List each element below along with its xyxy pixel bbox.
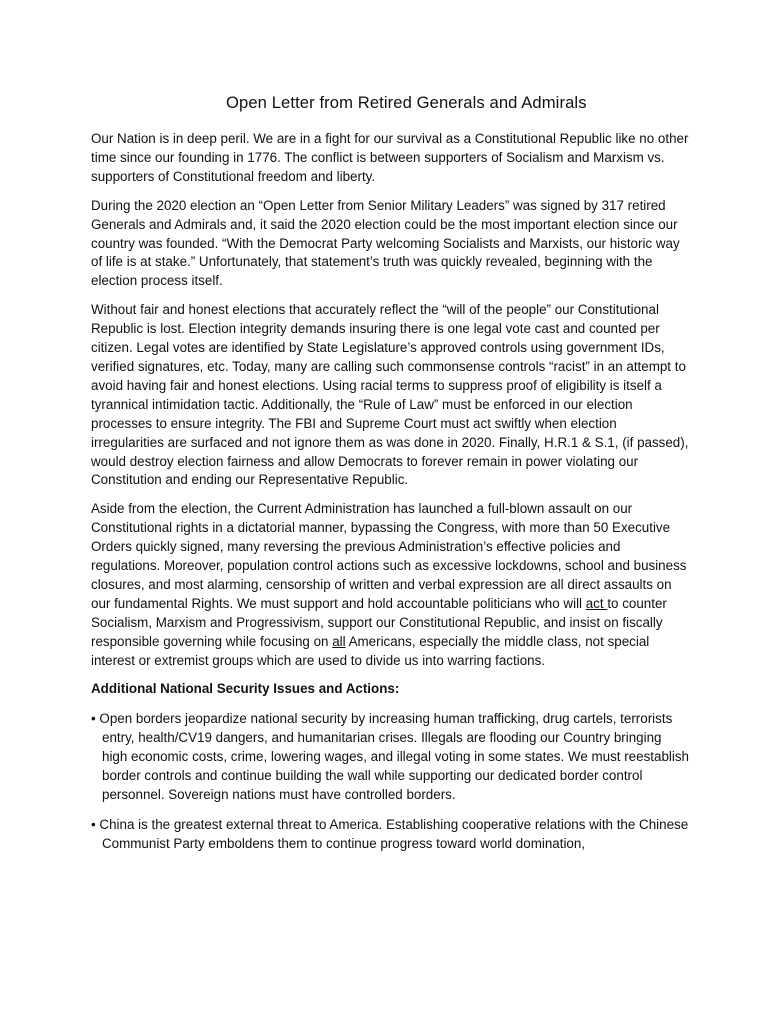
paragraph-4	[91, 500, 690, 670]
underlined-act: act	[585, 595, 608, 611]
paragraph-1: Our Nation is in deep peril. We are in a fight for our survival as a Constitutional Republic like no other time since our founding in 1776. The conflict is between supporters of Socialism and Marxism vs. supporters of Constitutional freedom and liberty.	[91, 131, 689, 184]
paragraph-2: During the 2020 election an “Open Letter from Senior Military Leaders” was signed by 317 retired Generals and Admirals and, it said the 2020 election could be the most important election since our country was founded. “With the Democrat Party welcoming Socialists and Marxists, our historic way of life is at stake.” Unfortunately, that statement’s truth was quickly revealed, beginning with the election process itself.	[91, 197, 680, 289]
underlined-all: all	[332, 633, 346, 649]
section-heading: Additional National Security Issues and Actions:	[91, 681, 400, 697]
paragraph-4-part-1: Aside from the election, the Current Administration has launched a full-blown assault on our Constitutional rights in a dictatorial manner, bypassing the Congress, with more than 50 Executive Orders quickly signed, many reversing the previous Administration’s effective policies and regulations. Moreover, population control actions such as excessive lockdowns, school and business closures, and most alarming, censorship of written and verbal expression are all direct assaults on our fundamental Rights. We must support and hold accountable politicians who will	[91, 501, 687, 611]
paragraph-4-part-3: Americans, especially the middle class, not special interest or extremist groups which are used to divide us into warring factions.	[91, 633, 650, 668]
letter-title: Open Letter from Retired Generals and Admirals	[226, 93, 587, 112]
bullet-borders: • Open borders jeopardize national security by increasing human trafficking, drug cartels, terrorists entry, health/CV19 dangers, and humanitarian crises. Illegals are flooding our Country bringing high economic costs, crime, lowering wages, and illegal voting in some states. We must reestablish border controls and continue building the wall while supporting our dedicated border control personnel. Sovereign nations must have controlled borders.	[91, 711, 689, 802]
bullet-china: • China is the greatest external threat to America. Establishing cooperative relations with the Chinese Communist Party emboldens them to continue progress toward world domination,	[91, 816, 689, 851]
paragraph-4-part-2: to counter Socialism, Marxism and Progressivism, support our Constitutional Republic, and insist on fiscally responsible governing while focusing on	[91, 595, 667, 649]
paragraph-3: Without fair and honest elections that accurately reflect the “will of the people” our Constitutional Republic is lost. Election integrity demands insuring there is one legal vote cast and counted per citizen. Legal votes are identified by State Legislature’s approved controls using government IDs, verified signatures, etc. Today, many are calling such commonsense controls “racist” in an attempt to avoid having fair and honest elections. Using racial terms to suppress proof of eligibility is itself a tyrannical intimidation tactic. Additionally, the “Rule of Law” must be enforced in our election processes to ensure integrity. The FBI and Supreme Court must act swiftly when election irregularities are surfaced and not ignore them as was done in 2020. Finally, H.R.1 & S.1, (if passed), would destroy election fairness and allow Democrats to forever remain in power violating our Constitution and ending our Representative Republic.	[91, 302, 689, 488]
